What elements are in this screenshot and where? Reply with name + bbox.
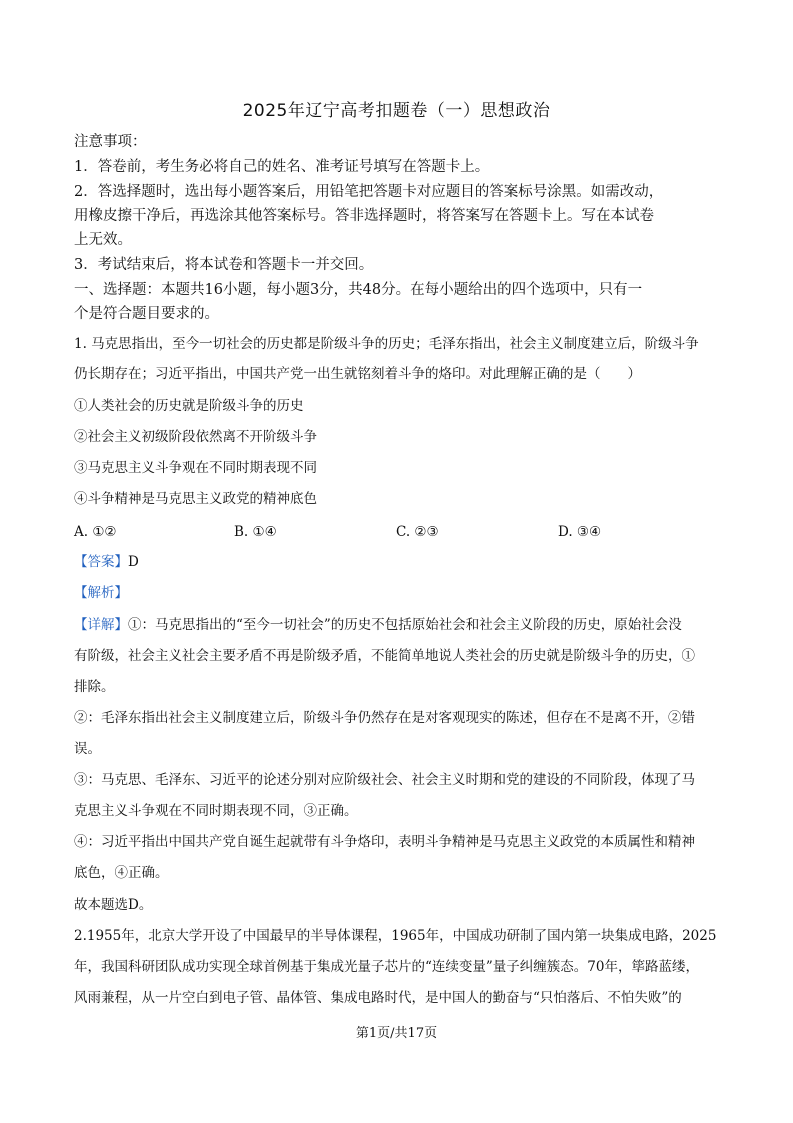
question-1-statement-1: ①人类社会的历史就是阶级斗争的历史 [74, 398, 304, 414]
detail-1-line-3: 排除。 [74, 679, 115, 695]
page-title: 2025年辽宁高考扣题卷（一）思想政治 [242, 101, 551, 121]
analysis-line [74, 581, 734, 605]
detail-line-1 [74, 613, 734, 637]
question-2-line-1: 2.1955年，北京大学开设了中国最早的半导体课程，1965年，中国成功研制了国内第一块集成电路，2025 [74, 928, 717, 944]
answer-tag: 【答案】 [74, 554, 128, 570]
question-1-options [74, 520, 734, 544]
answer-line [74, 550, 734, 574]
question-2-line-3: 风雨兼程，从一片空白到电子管、晶体管、集成电路时代，是中国人的勤奋与“只怕落后、不怕失败”的 [74, 990, 682, 1006]
detail-1-line-2: 有阶级，社会主义社会主要矛盾不再是阶级矛盾，不能简单地说人类社会的历史就是阶级斗争的历史，① [74, 648, 695, 664]
detail-2-line-1: ②：毛泽东指出社会主义制度建立后，阶级斗争仍然存在是对客观现实的陈述，但存在不是离不开，②错 [74, 710, 695, 726]
notes-item-2-line-2: 用橡皮擦干净后，再选涂其他答案标号。答非选择题时，将答案写在答题卡上。写在本试卷 [74, 208, 654, 224]
question-1-stem-line-1: 1. 马克思指出，至今一切社会的历史都是阶级斗争的历史；毛泽东指出，社会主义制度建立后，阶级斗争 [74, 336, 699, 352]
analysis-tag: 【解析】 [74, 585, 128, 601]
option-d: D. ③④ [558, 524, 602, 540]
notes-heading: 注意事项： [74, 134, 147, 150]
detail-1-text-1: ①：马克思指出的“至今一切社会”的历史不包括原始社会和社会主义阶段的历史，原始社会没 [128, 617, 682, 633]
question-1-stem-line-2: 仍长期存在；习近平指出，中国共产党一出生就铭刻着斗争的烙印。对此理解正确的是（ ） [74, 366, 641, 382]
option-a: A. ①② [74, 524, 117, 540]
section-heading-line-2: 个是符合题目要求的。 [74, 306, 219, 322]
detail-3-line-2: 克思主义斗争观在不同时期表现不同，③正确。 [74, 803, 358, 819]
question-2-line-2: 年，我国科研团队成功实现全球首例基于集成光量子芯片的“连续变量”量子纠缠簇态。70年，筚路蓝缕， [74, 959, 699, 975]
option-c: C. ②③ [396, 524, 439, 540]
question-1-statement-3: ③马克思主义斗争观在不同时期表现不同 [74, 460, 317, 476]
section-heading-line-1: 一、选择题：本题共16小题，每小题3分，共48分。在每小题给出的四个选项中，只有一 [74, 282, 643, 298]
option-b: B. ①④ [234, 524, 277, 540]
notes-item-3: 3．考试结束后，将本试卷和答题卡一并交回。 [74, 257, 374, 273]
notes-item-2-line-3: 上无效。 [74, 232, 132, 248]
question-1-statement-2: ②社会主义初级阶段依然离不开阶级斗争 [74, 429, 317, 445]
answer-value: D [128, 554, 139, 570]
question-1-statement-4: ④斗争精神是马克思主义政党的精神底色 [74, 491, 317, 507]
notes-item-2-line-1: 2．答选择题时，选出每小题答案后，用铅笔把答题卡对应题目的答案标号涂黑。如需改动， [74, 184, 664, 200]
detail-4-line-1: ④：习近平指出中国共产党自诞生起就带有斗争烙印，表明斗争精神是马克思主义政党的本质属性和精神 [74, 834, 695, 850]
detail-tag: 【详解】 [74, 617, 128, 633]
detail-4-line-2: 底色，④正确。 [74, 865, 169, 881]
detail-3-line-1: ③：马克思、毛泽东、习近平的论述分别对应阶级社会、社会主义时期和党的建设的不同阶段，体现了马 [74, 772, 695, 788]
detail-2-line-2: 误。 [74, 741, 101, 757]
notes-item-1: 1．答卷前，考生务必将自己的姓名、准考证号填写在答题卡上。 [74, 159, 490, 175]
page-footer: 第1页/共17页 [355, 1026, 438, 1041]
conclusion-line: 故本题选D。 [74, 897, 153, 913]
